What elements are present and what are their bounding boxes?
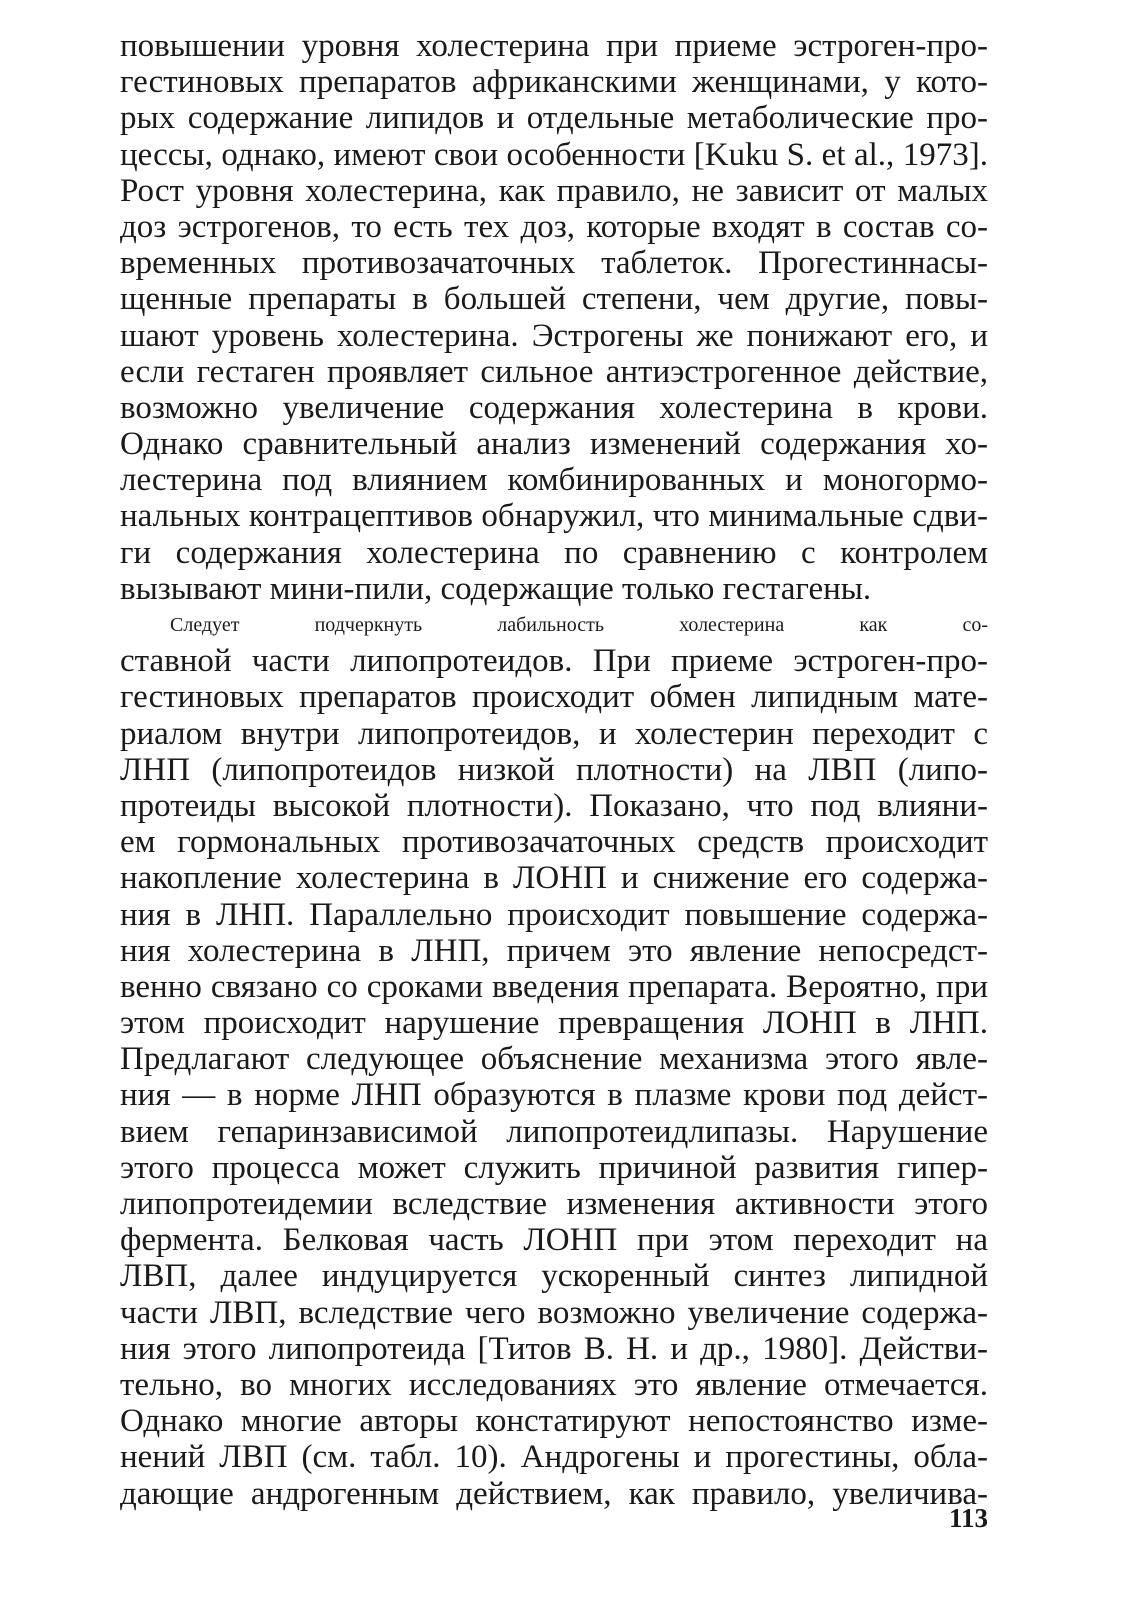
text-line: повышении уровня холестерина при приеме эстроген-про- [120, 28, 988, 64]
paragraph [120, 28, 988, 607]
text-line: ЛВП, далее индуцируется ускоренный синтез липидной [120, 1258, 988, 1295]
text-line: ния в ЛНП. Параллельно происходит повышение содержа- [120, 896, 988, 933]
text-line: венно связано со сроками введения препарата. Вероятно, при [120, 968, 988, 1005]
text-line: Однако сравнительный анализ изменений содержания хо- [120, 426, 988, 463]
text-line: тельно, во многих исследованиях это явление отмечается. [120, 1366, 988, 1403]
text-line: гестиновых препаратов африканскими женщинами, у кото- [120, 64, 988, 101]
text-line: шают уровень холестерина. Эстрогены же понижают его, и [120, 317, 988, 354]
text-line: нений ЛВП (см. табл. 10). Андрогены и прогестины, обла- [120, 1439, 988, 1476]
text-line: ставной части липопротеидов. При приеме эстроген-про- [120, 643, 988, 680]
text-line: риалом внутри липопротеидов, и холестерин переходит с [120, 715, 988, 752]
book-page [120, 28, 988, 1568]
text-line: ния — в норме ЛНП образуются в плазме крови под дейст- [120, 1077, 988, 1114]
text-line: накопление холестерина в ЛОНП и снижение его содержа- [120, 860, 988, 897]
text-line: Однако многие авторы констатируют непостоянство изме- [120, 1403, 988, 1440]
text-line: дающие андрогенным действием, как правило, увеличива- [120, 1475, 988, 1512]
body-text [120, 28, 988, 1512]
text-line: Следует подчеркнуть лабильность холестерина как со- [170, 614, 988, 636]
text-line: вызывают мини-пили, содержащие только гестагены. [120, 570, 872, 607]
text-line: протеиды высокой плотности). Показано, что под влияни- [120, 787, 988, 824]
text-line: цессы, однако, имеют свои особенности [Kuku S. et al., 1973]. [120, 136, 988, 173]
text-line: временных противозачаточных таблеток. Прогестиннасы- [120, 245, 988, 282]
text-line: ЛНП (липопротеидов низкой плотности) на ЛВП (липо- [120, 751, 988, 788]
text-line: Рост уровня холестерина, как правило, не зависит от малых [120, 172, 988, 209]
text-line: возможно увеличение содержания холестерина в крови. [120, 389, 988, 426]
text-line: нальных контрацептивов обнаружил, что минимальные сдви- [120, 498, 988, 535]
text-line: этом происходит нарушение превращения ЛОНП в ЛНП. [120, 1005, 988, 1042]
text-line: липопротеидемии вследствие изменения активности этого [120, 1186, 988, 1222]
text-line: Предлагают следующее объяснение механизма этого явле- [120, 1041, 988, 1078]
text-line: лестерина под влиянием комбинированных и моногормо- [120, 462, 988, 499]
text-line: фермента. Белковая часть ЛОНП при этом переходит на [120, 1222, 988, 1259]
text-line: части ЛВП, вследствие чего возможно увеличение содержа- [120, 1294, 988, 1331]
text-line: если гестаген проявляет сильное антиэстрогенное действие, [120, 353, 988, 390]
text-line: гестиновых препаратов происходит обмен липидным мате- [120, 679, 988, 716]
text-line: ги содержания холестерина по сравнению с контролем [120, 534, 988, 571]
paragraph [120, 607, 988, 1512]
text-line: доз эстрогенов, то есть тех доз, которые входят в состав со- [120, 208, 988, 245]
text-line: этого процесса может служить причиной развития гипер- [120, 1149, 988, 1186]
page-number: 113 [948, 1503, 988, 1533]
text-line: щенные препараты в большей степени, чем другие, повы- [120, 281, 988, 318]
text-line: ния холестерина в ЛНП, причем это явление непосредст- [120, 932, 988, 969]
text-line: ния этого липопротеида [Титов В. Н. и др., 1980]. Действи- [120, 1330, 988, 1367]
text-line: рых содержание липидов и отдельные метаболические про- [120, 100, 988, 137]
text-line: вием гепаринзависимой липопротеидлипазы. Нарушение [120, 1113, 988, 1150]
text-line: ем гормональных противозачаточных средств происходит [120, 824, 988, 861]
